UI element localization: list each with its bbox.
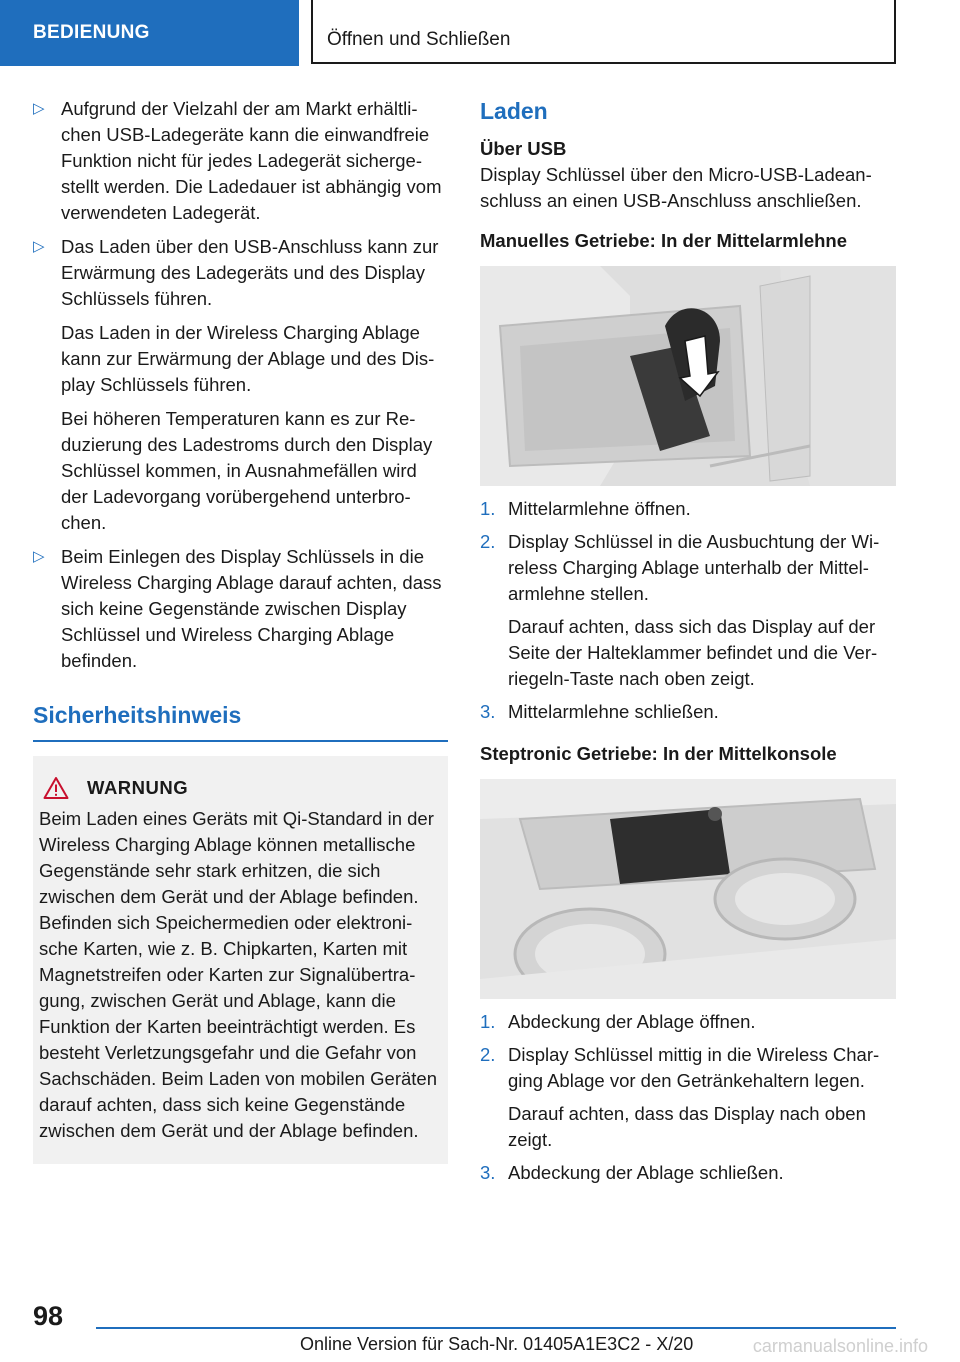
bullet-triangle-icon: ▷ <box>33 548 45 565</box>
bullet-triangle-icon: ▷ <box>33 100 45 117</box>
charging-heading: Laden <box>480 98 548 124</box>
step-text: Abdeckung der Ablage öffnen. <box>508 1011 756 1032</box>
bullet-item <box>33 234 448 536</box>
right-column <box>480 96 896 1193</box>
console-illustration <box>480 779 896 999</box>
bullet-text: Beim Einlegen des Display Schlüssels in die Wireless Charging Ablage darauf achten, dass sich keine Gegenstände zwischen Display Schlüssel und Wireless Charging Ablage befinden. <box>61 546 442 671</box>
footer-divider <box>96 1327 896 1329</box>
step-number: 2. <box>480 1044 496 1065</box>
page-number: 98 <box>33 1301 64 1331</box>
chapter-title: Öffnen und Schließen <box>311 0 896 64</box>
warning-triangle-icon <box>43 776 87 800</box>
warning-text: Beim Laden eines Geräts mit Qi-Standard in der Wireless Charging Ablage können metallische Gegenstände sehr stark erhitzen, die sich zwischen dem Gerät und der Ablage befinden. Befinden sich Speichermedien oder elektronische Karten, wie z. B. Chipkarten, Karten mit Magnetstreifen oder Karten zur Signalübertragung, zwischen Gerät und Ablage, kann die Funktion der Karten beeinträchtigt werden. Es besteht Verletzungsgefahr und die Gefahr von Sachschäden. Beim Laden von mobilen Geräten darauf achten, dass sich keine Gegenstände zwischen dem Gerät und der Ablage befinden. <box>39 808 438 1141</box>
bullet-item <box>33 96 448 226</box>
heading-divider <box>33 740 448 742</box>
step-text: Abdeckung der Ablage schließen. <box>508 1162 784 1183</box>
warning-header <box>39 776 440 800</box>
warning-box <box>33 756 448 1164</box>
bullet-text: Das Laden in der Wireless Charging Ablage kann zur Erwärmung der Ablage und des Display Schlüssels führen. <box>61 322 435 395</box>
step-text: Darauf achten, dass das Display nach oben zeigt. <box>508 1103 866 1150</box>
step-number: 2. <box>480 531 496 552</box>
bullet-item <box>33 544 448 674</box>
section-title: BEDIENUNG <box>0 0 299 66</box>
watermark: carmanualsonline.info <box>752 1336 928 1356</box>
usb-text: Display Schlüssel über den Micro-USB-Ladeanschluss an einen USB-Anschluss anschließen. <box>480 164 872 211</box>
steptronic-step <box>480 1009 896 1035</box>
usb-subheading: Über USB <box>480 138 567 159</box>
steptronic-step <box>480 1042 896 1153</box>
warning-title: WARNUNG <box>87 777 189 798</box>
step-text: Display Schlüssel in die Ausbuchtung der Wireless Charging Ablage unterhalb der Mittelarmlehne stellen. <box>508 531 880 604</box>
step-text: Mittelarmlehne öffnen. <box>508 498 691 519</box>
step-text: Mittelarmlehne schließen. <box>508 701 719 722</box>
manual-step <box>480 699 896 725</box>
steptronic-subheading: Steptronic Getriebe: In der Mittelkonsole <box>480 743 837 764</box>
step-number: 1. <box>480 498 496 519</box>
step-number: 3. <box>480 1162 496 1183</box>
bullet-text: Das Laden über den USB-Anschluss kann zur Erwärmung des Ladegeräts und des Display Schlüssels führen. <box>61 236 439 309</box>
safety-heading: Sicherheitshinweis <box>33 702 242 728</box>
manual-subheading: Manuelles Getriebe: In der Mittelarmlehne <box>480 230 848 251</box>
step-number: 3. <box>480 701 496 722</box>
bullet-text: Bei höheren Temperaturen kann es zur Reduzierung des Ladestroms durch den Display Schlüssel kommen, in Ausnahmefällen wird der Ladevorgang vorübergehend unterbrochen. <box>61 408 433 533</box>
left-column <box>33 96 448 1164</box>
manual-step <box>480 529 896 692</box>
armrest-illustration <box>480 266 896 486</box>
step-text: Display Schlüssel mittig in die Wireless Charging Ablage vor den Getränkehaltern legen. <box>508 1044 880 1091</box>
step-text: Darauf achten, dass sich das Display auf der Seite der Halteklammer befindet und die Verriegeln-Taste nach oben zeigt. <box>508 616 878 689</box>
online-version-text: Online Version für Sach-Nr. 01405A1E3C2 - X/20 <box>300 1334 694 1354</box>
steptronic-step <box>480 1160 896 1186</box>
step-number: 1. <box>480 1011 496 1032</box>
bullet-text: Aufgrund der Vielzahl der am Markt erhältlichen USB-Ladegeräte kann die einwandfreie Funktion nicht für jedes Ladegerät sichergestellt werden. Die Ladedauer ist abhängig vom verwendeten Ladegerät. <box>61 98 442 223</box>
page-header <box>0 0 960 66</box>
bullet-triangle-icon: ▷ <box>33 238 45 255</box>
manual-step <box>480 496 896 522</box>
